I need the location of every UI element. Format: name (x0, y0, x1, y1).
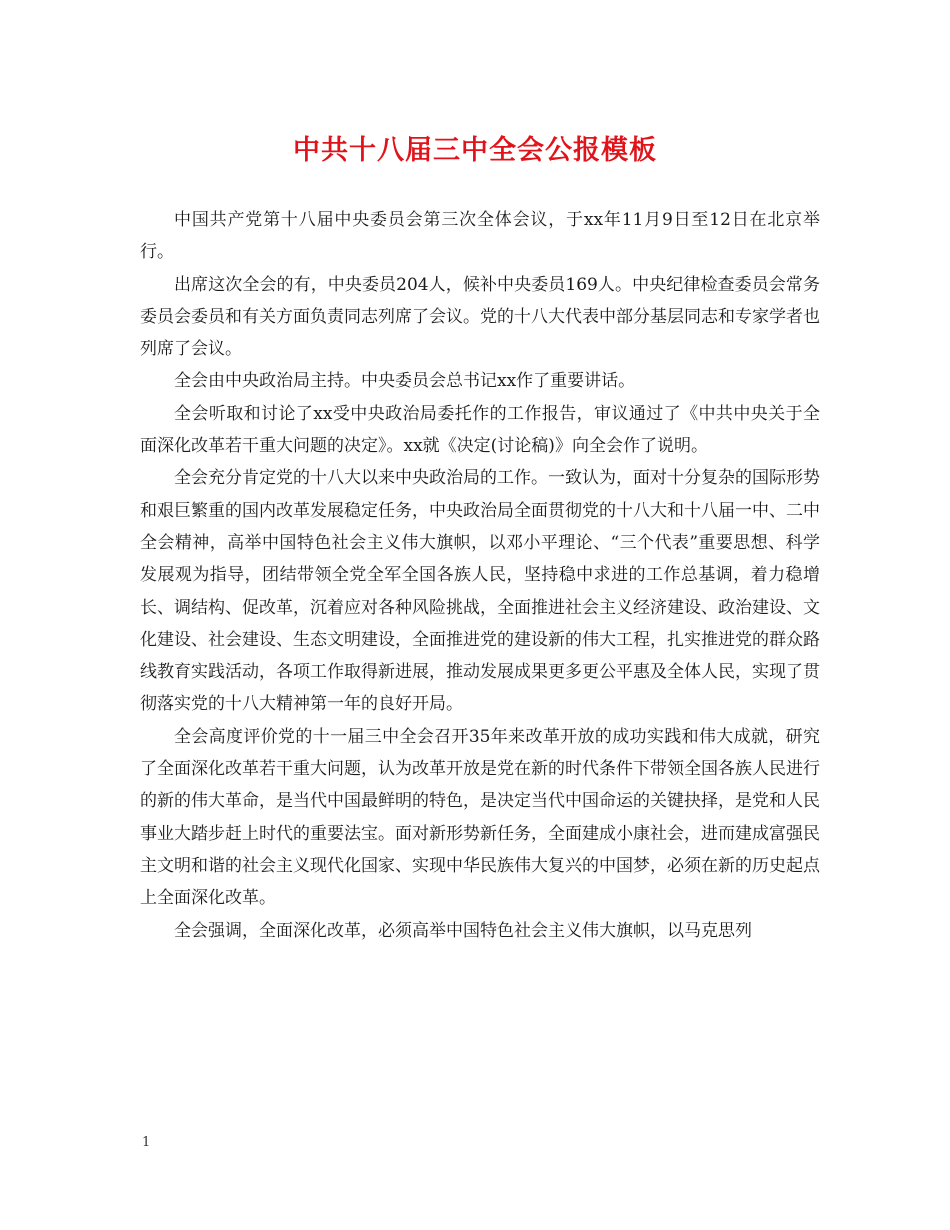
paragraph-5: 全会充分肯定党的十八大以来中央政治局的工作。一致认为，面对十分复杂的国际形势和艰巨繁重的国内改革发展稳定任务，中央政治局全面贯彻党的十八大和十八届一中、二中全会精神，高举中国特色社会主义伟大旗帜，以邓小平理论、“三个代表”重要思想、科学发展观为指导，团结带领全党全军全国各族人民，坚持稳中求进的工作总基调，着力稳增长、调结构、促改革，沉着应对各种风险挑战，全面推进社会主义经济建设、政治建设、文化建设、社会建设、生态文明建设，全面推进党的建设新的伟大工程，扎实推进党的群众路线教育实践活动，各项工作取得新进展，推动发展成果更多更公平惠及全体人民，实现了贯彻落实党的十八大精神第一年的良好开局。 (140, 468, 820, 715)
page-number: 1 (142, 1135, 151, 1150)
paragraph-3: 全会由中央政治局主持。中央委员会总书记xx作了重要讲话。 (174, 371, 636, 392)
document-body (140, 204, 820, 947)
paragraph-6: 全会高度评价党的十一届三中全会召开35年来改革开放的成功实践和伟大成就，研究了全面深化改革若干重大问题，认为改革开放是党在新的时代条件下带领全国各族人民进行的新的伟大革命，是当代中国最鲜明的特色，是决定当代中国命运的关键抉择，是党和人民事业大踏步赶上时代的重要法宝。面对新形势新任务，全面建成小康社会，进而建成富强民主文明和谐的社会主义现代化国家、实现中华民族伟大复兴的中国梦，必须在新的历史起点上全面深化改革。 (140, 726, 820, 909)
paragraph-7: 全会强调，全面深化改革，必须高举中国特色社会主义伟大旗帜，以马克思列 (174, 920, 752, 941)
document-title: 中共十八届三中全会公报模板 (293, 135, 657, 166)
paragraph-1: 中国共产党第十八届中央委员会第三次全体会议，于xx年11月9日至12日在北京举行。 (140, 210, 820, 263)
paragraph-2: 出席这次全会的有，中央委员204人，候补中央委员169人。中央纪律检查委员会常务委员会委员和有关方面负责同志列席了会议。党的十八大代表中部分基层同志和专家学者也列席了会议。 (140, 274, 820, 360)
paragraph-4: 全会听取和讨论了xx受中央政治局委托作的工作报告，审议通过了《中共中央关于全面深化改革若干重大问题的决定》。xx就《决定(讨论稿)》向全会作了说明。 (140, 403, 820, 457)
